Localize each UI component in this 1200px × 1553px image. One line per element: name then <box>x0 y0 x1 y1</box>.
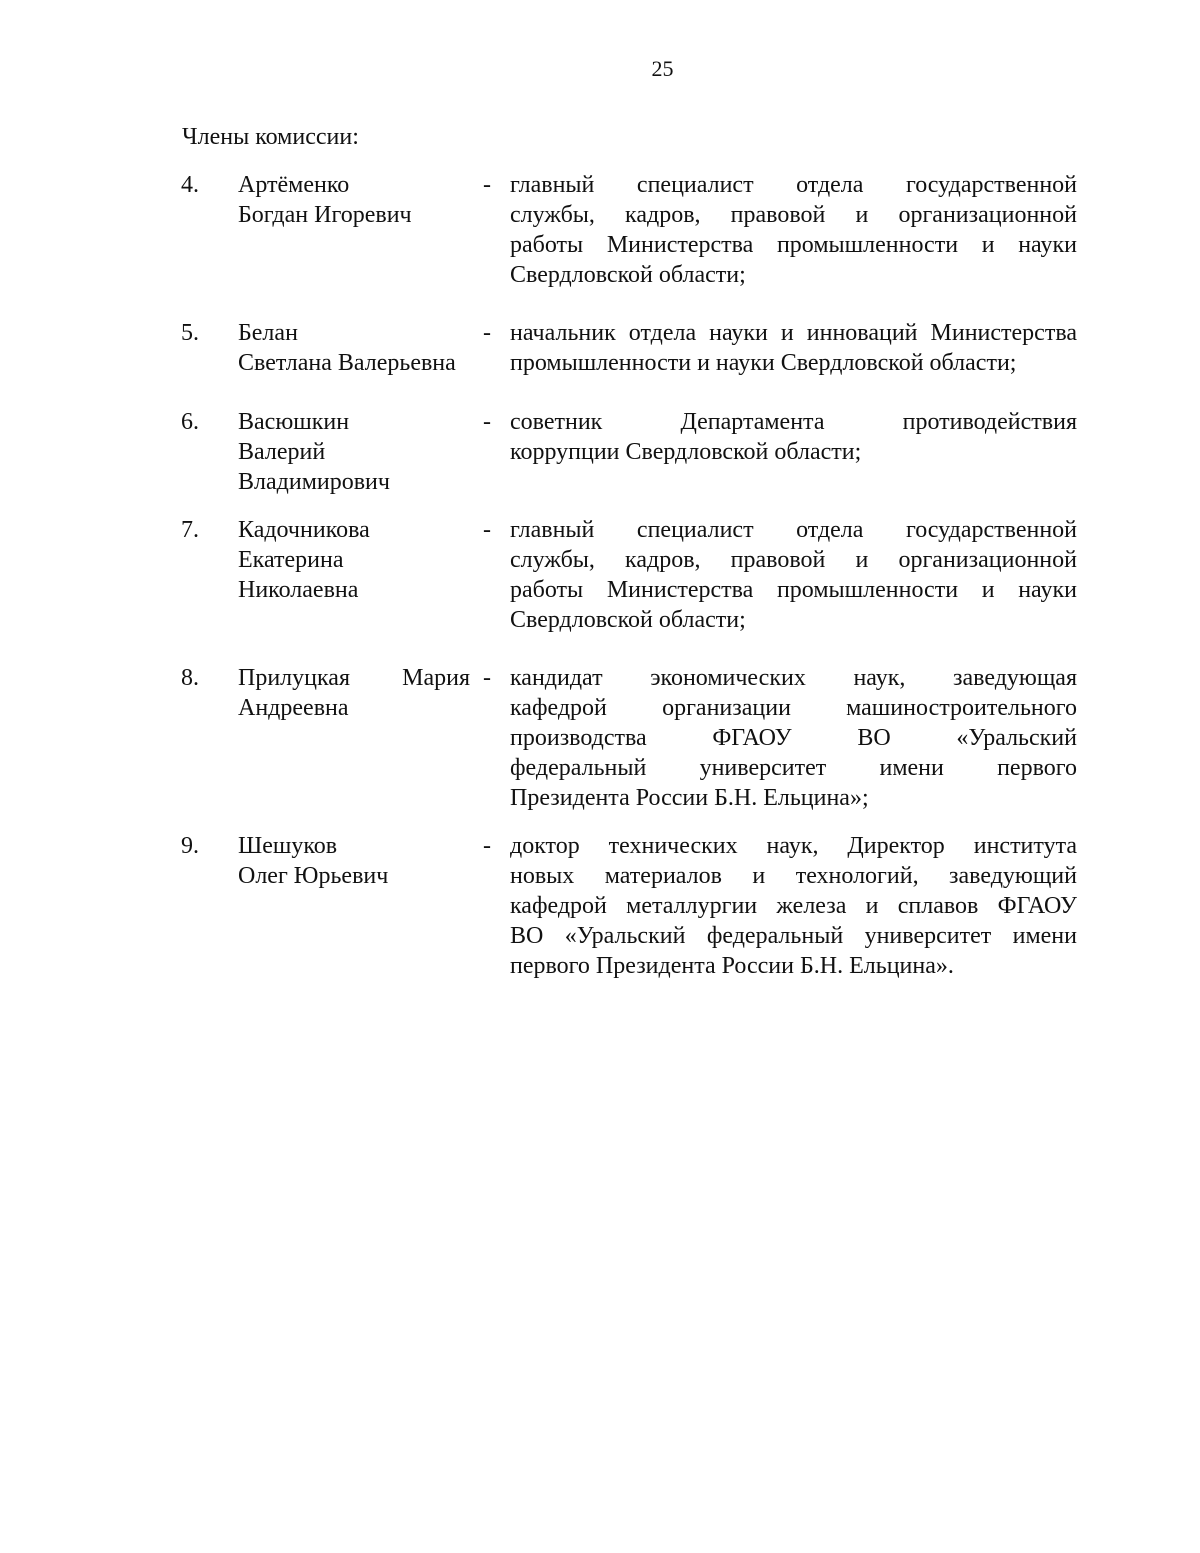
member-position-line: новых материалов и технологий, заведующий <box>510 863 1077 889</box>
member-position-line: федеральный университет имени первого <box>510 755 1077 781</box>
member-position-line: Свердловской области; <box>510 262 746 288</box>
member-name-line: Андреевна <box>238 695 349 721</box>
member-position-line: работы Министерства промышленности и науки <box>510 577 1077 603</box>
member-position-line: промышленности и науки Свердловской области; <box>510 350 1017 376</box>
member-number: 6. <box>181 409 199 435</box>
member-position-line: доктор технических наук, Директор института <box>510 833 1077 859</box>
member-position <box>510 407 1077 467</box>
member-name-line: Владимирович <box>238 469 390 495</box>
member-position-line: начальник отдела науки и инноваций Министерства <box>510 320 1077 346</box>
member-name-line: Олег Юрьевич <box>238 863 389 889</box>
member-position-line: первого Президента России Б.Н. Ельцина». <box>510 953 954 979</box>
member-number: 7. <box>181 517 199 543</box>
page-number: 25 <box>651 56 674 81</box>
member-name-line: Екатерина <box>238 547 344 573</box>
member-position <box>510 515 1077 635</box>
member-name <box>238 663 470 723</box>
member-name <box>238 170 470 230</box>
member-dash: - <box>483 409 491 435</box>
member-dash: - <box>483 517 491 543</box>
member-dash: - <box>483 172 491 198</box>
member-position-line: работы Министерства промышленности и науки <box>510 232 1077 258</box>
member-position <box>510 831 1077 981</box>
member-name <box>238 831 470 891</box>
member-position-line: коррупции Свердловской области; <box>510 439 862 465</box>
member-number: 8. <box>181 665 199 691</box>
commission-members-heading: Члены комиссии: <box>182 124 359 150</box>
member-name-line: Васюшкин <box>238 409 350 435</box>
member-name <box>238 318 470 378</box>
member-name-line: Кадочникова <box>238 517 370 543</box>
member-name-line: Прилуцкая Мария <box>238 665 470 691</box>
member-position-line: службы, кадров, правовой и организационной <box>510 547 1077 573</box>
member-position <box>510 663 1077 813</box>
member-dash: - <box>483 320 491 346</box>
member-position-line: производства ФГАОУ ВО «Уральский <box>510 725 1077 751</box>
member-position <box>510 318 1077 378</box>
member-position-line: службы, кадров, правовой и организационной <box>510 202 1077 228</box>
member-position-line: советник Департамента противодействия <box>510 409 1077 435</box>
member-number: 5. <box>181 320 199 346</box>
member-name <box>238 407 470 497</box>
member-position-line: кандидат экономических наук, заведующая <box>510 665 1077 691</box>
member-name-line: Артёменко <box>238 172 350 198</box>
member-name-line: Богдан Игоревич <box>238 202 412 228</box>
member-position-line: ВО «Уральский федеральный университет имени <box>510 923 1077 949</box>
member-dash: - <box>483 665 491 691</box>
member-position-line: Свердловской области; <box>510 607 746 633</box>
member-name-line: Николаевна <box>238 577 359 603</box>
member-name-line: Светлана Валерьевна <box>238 350 456 376</box>
member-position-line: главный специалист отдела государственной <box>510 172 1077 198</box>
member-position-line: кафедрой организации машиностроительного <box>510 695 1077 721</box>
member-position-line: кафедрой металлургии железа и сплавов ФГАОУ <box>510 893 1077 919</box>
member-name-line: Белан <box>238 320 298 346</box>
member-name-line: Шешуков <box>238 833 338 859</box>
member-position <box>510 170 1077 290</box>
member-dash: - <box>483 833 491 859</box>
member-position-line: главный специалист отдела государственной <box>510 517 1077 543</box>
member-position-line: Президента России Б.Н. Ельцина»; <box>510 785 869 811</box>
member-name <box>238 515 470 605</box>
member-number: 9. <box>181 833 199 859</box>
member-name-line: Валерий <box>238 439 326 465</box>
member-number: 4. <box>181 172 199 198</box>
